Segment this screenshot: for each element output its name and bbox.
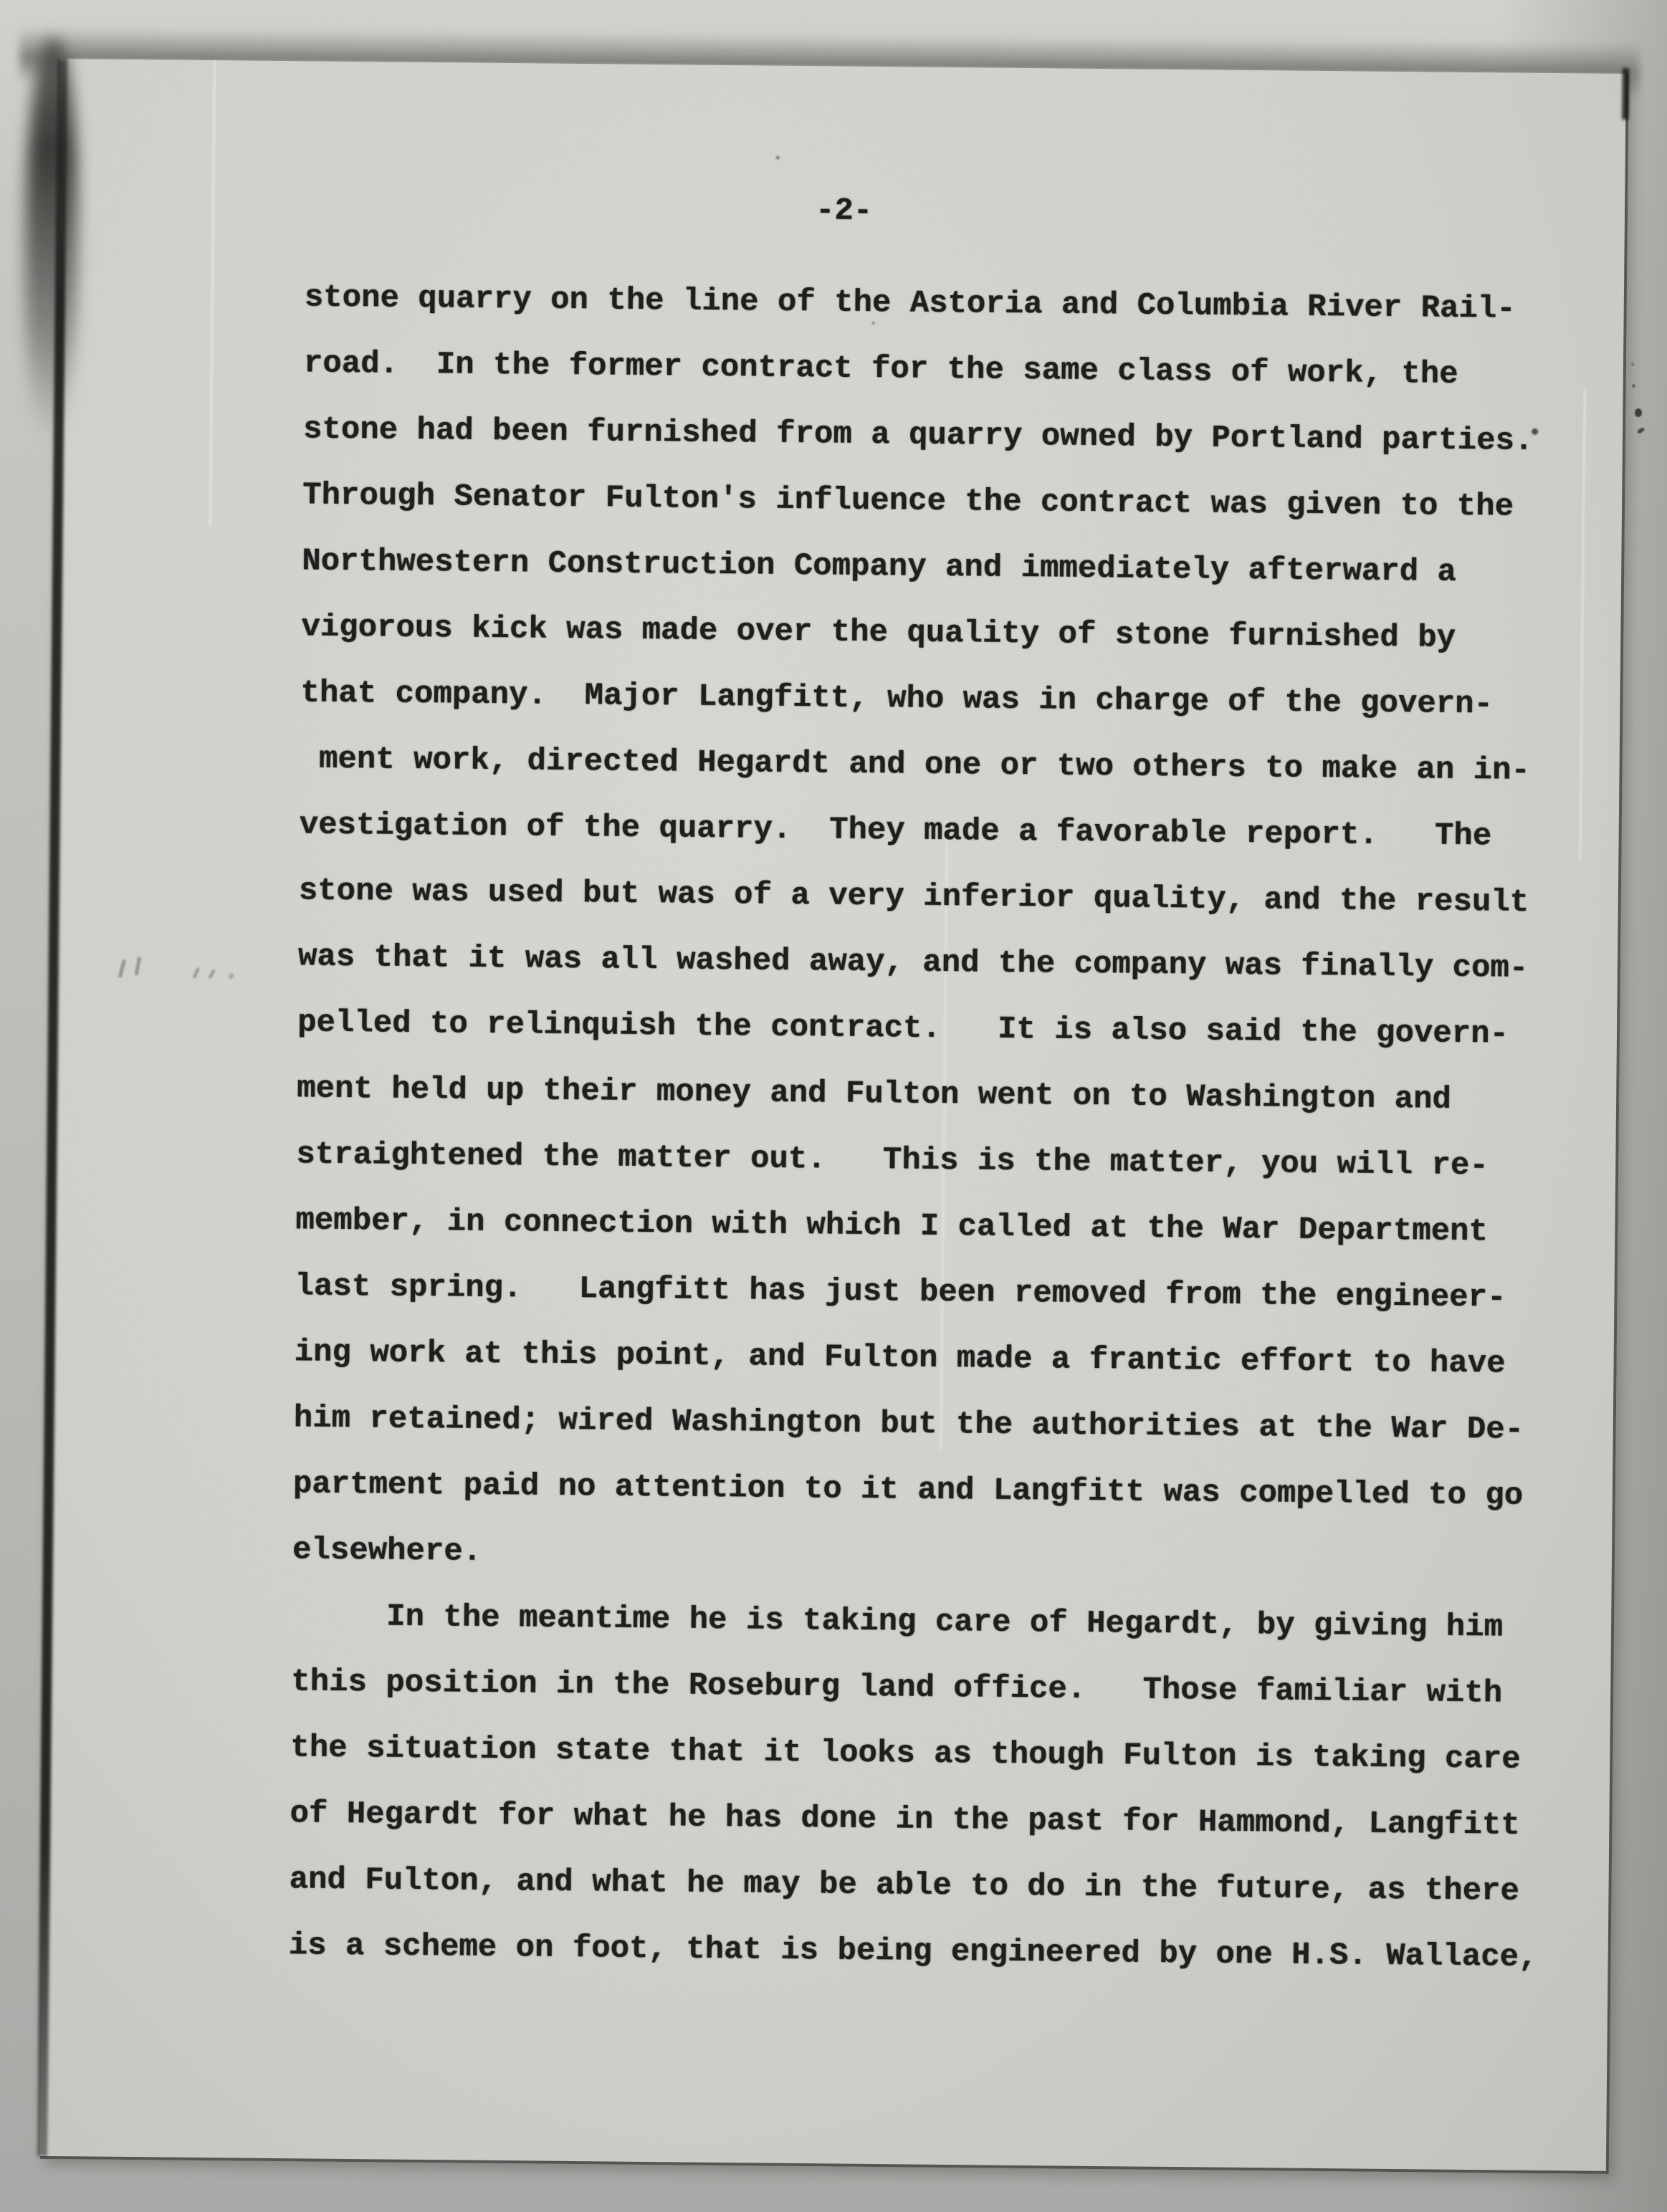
text-line: road. In the former contract for the same class of work, the bbox=[303, 345, 1458, 393]
text-line: and Fulton, and what he may be able to do in the future, as there bbox=[289, 1862, 1520, 1910]
backdrop-speck bbox=[1635, 408, 1642, 417]
text-line: straightened the matter out. This is the matter, you will re- bbox=[296, 1136, 1489, 1184]
text-line: elsewhere. bbox=[292, 1532, 482, 1570]
text-line: him retained; wired Washington but the authorities at the War De- bbox=[293, 1400, 1524, 1448]
text-line: ment held up their money and Fulton went on to Washington and bbox=[296, 1071, 1452, 1118]
text-line: member, in connection with which I called at the War Department bbox=[295, 1202, 1489, 1250]
text-line: was that it was all washed away, and the company was finally com- bbox=[297, 939, 1529, 987]
paragraph bbox=[288, 1583, 1554, 1991]
text-line: the situation state that it looks as though Fulton is taking care bbox=[290, 1730, 1521, 1778]
typewritten-text bbox=[288, 264, 1567, 1991]
text-line: that company. Major Langfitt, who was in charge of the govern- bbox=[300, 675, 1494, 723]
page-edge-shadow-blob bbox=[24, 39, 79, 441]
backdrop-speck bbox=[1632, 384, 1635, 388]
pencil-mark bbox=[134, 957, 141, 975]
text-line: vestigation of the quarry. They made a favorable report. The bbox=[299, 807, 1492, 855]
text-line: Through Senator Fulton's influence the contract was given to the bbox=[302, 477, 1514, 525]
text-line: is a scheme on foot, that is being engineered by one H.S. Wallace, bbox=[288, 1928, 1538, 1976]
text-line: pelled to relinquish the contract. It is also said the govern- bbox=[297, 1005, 1509, 1053]
pencil-mark bbox=[118, 959, 126, 978]
text-line: this position in the Roseburg land office. Those familiar with bbox=[291, 1664, 1503, 1712]
pencil-mark bbox=[208, 969, 216, 979]
text-line: stone quarry on the line of the Astoria and Columbia River Rail- bbox=[304, 279, 1516, 327]
page-number: -2- bbox=[815, 193, 873, 229]
page-corner-mark bbox=[1622, 68, 1629, 120]
paper-crease bbox=[209, 60, 216, 526]
text-line: stone was used but was of a very inferior quality, and the result bbox=[298, 873, 1529, 921]
pencil-mark bbox=[228, 972, 235, 980]
text-line: partment paid no attention to it and Langfitt was compelled to go bbox=[292, 1466, 1524, 1514]
text-line: stone had been furnished from a quarry owned by Portland parties. bbox=[302, 411, 1534, 459]
text-line: ing work at this point, and Fulton made a frantic effort to have bbox=[294, 1334, 1506, 1382]
backdrop-speck bbox=[1636, 427, 1645, 435]
ink-speck bbox=[776, 156, 780, 160]
text-line: last spring. Langfitt has just been removed from the engineer- bbox=[295, 1268, 1506, 1316]
text-line: Northwestern Construction Company and immediately afterward a bbox=[302, 543, 1457, 590]
text-line: of Hegardt for what he has done in the past for Hammond, Langfitt bbox=[290, 1796, 1520, 1844]
pencil-mark bbox=[193, 967, 200, 979]
paragraph bbox=[292, 264, 1568, 1595]
text-line: ment work, directed Hegardt and one or two others to make an in- bbox=[300, 741, 1531, 789]
text-line: In the meantime he is taking care of Hegardt, by giving him bbox=[291, 1598, 1504, 1646]
document-page bbox=[40, 57, 1629, 2174]
text-line: vigorous kick was made over the quality of stone furnished by bbox=[301, 609, 1456, 656]
backdrop-speck bbox=[1631, 363, 1634, 366]
paper-crease bbox=[1579, 388, 1585, 861]
